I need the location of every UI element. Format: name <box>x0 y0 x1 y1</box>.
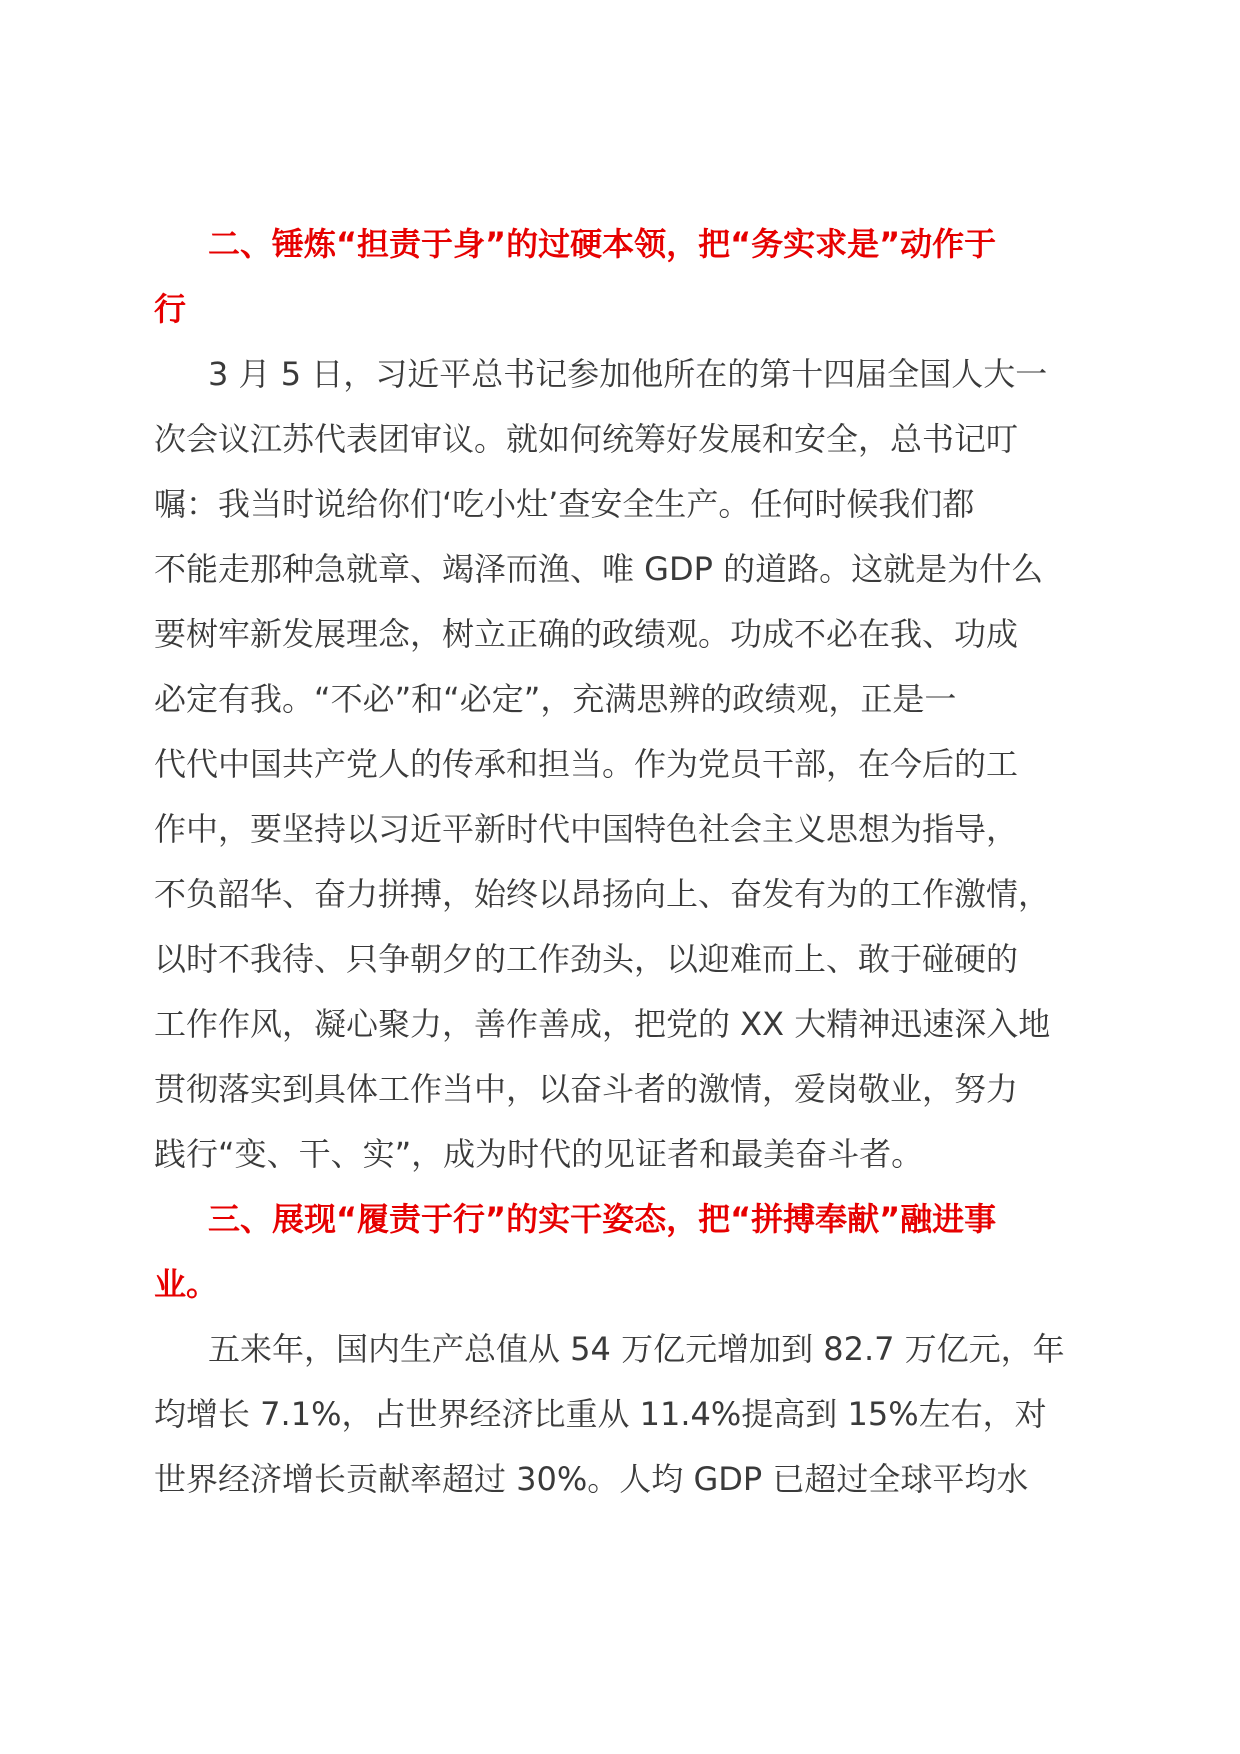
heading-line: 二、锤炼“担责于身”的过硬本领，把“务实求是”动作于 <box>208 225 997 263</box>
paragraph-line: 要树牢新发展理念，树立正确的政绩观。功成不必在我、功成 <box>154 615 1019 653</box>
heading-line: 行 <box>154 290 187 328</box>
section-heading-3 <box>154 1187 1082 1317</box>
paragraph-line: 不能走那种急就章、竭泽而渔、唯 GDP 的道路。这就是为什么 <box>154 550 1044 588</box>
paragraph-line: 五来年，国内生产总值从 54 万亿元增加到 82.7 万亿元，年 <box>208 1330 1065 1368</box>
section-heading-2 <box>154 212 1082 342</box>
paragraph <box>154 1317 1082 1512</box>
paragraph-line: 3 月 5 日，习近平总书记参加他所在的第十四届全国人大一 <box>208 355 1048 393</box>
paragraph-line: 贯彻落实到具体工作当中，以奋斗者的激情，爱岗敬业，努力 <box>154 1070 1019 1108</box>
heading-line: 三、展现“履责于行”的实干姿态，把“拼搏奉献”融进事 <box>208 1200 997 1238</box>
paragraph-line: 嘱：我当时说给你们‘吃小灶’查安全生产。任何时候我们都 <box>154 485 975 523</box>
paragraph-line: 以时不我待、只争朝夕的工作劲头，以迎难而上、敢于碰硬的 <box>154 940 1019 978</box>
paragraph-line: 世界经济增长贡献率超过 30%。人均 GDP 已超过全球平均水 <box>154 1460 1029 1498</box>
paragraph-line: 次会议江苏代表团审议。就如何统筹好发展和安全，总书记叮 <box>154 420 1019 458</box>
paragraph-line: 工作作风，凝心聚力，善作善成，把党的 XX 大精神迅速深入地 <box>154 1005 1051 1043</box>
document-body <box>154 212 1082 1512</box>
paragraph-line: 作中，要坚持以习近平新时代中国特色社会主义思想为指导， <box>154 810 1019 848</box>
paragraph-line: 必定有我。“不必”和“必定”，充满思辨的政绩观，正是一 <box>154 680 957 718</box>
paragraph-line: 均增长 7.1%，占世界经济比重从 11.4%提高到 15%左右，对 <box>154 1395 1047 1433</box>
paragraph-line: 践行“变、干、实”，成为时代的见证者和最美奋斗者。 <box>154 1135 924 1173</box>
paragraph <box>154 342 1082 1187</box>
heading-line: 业。 <box>154 1265 219 1303</box>
paragraph-line: 不负韶华、奋力拼搏，始终以昂扬向上、奋发有为的工作激情， <box>154 875 1051 913</box>
paragraph-line: 代代中国共产党人的传承和担当。作为党员干部，在今后的工 <box>154 745 1019 783</box>
